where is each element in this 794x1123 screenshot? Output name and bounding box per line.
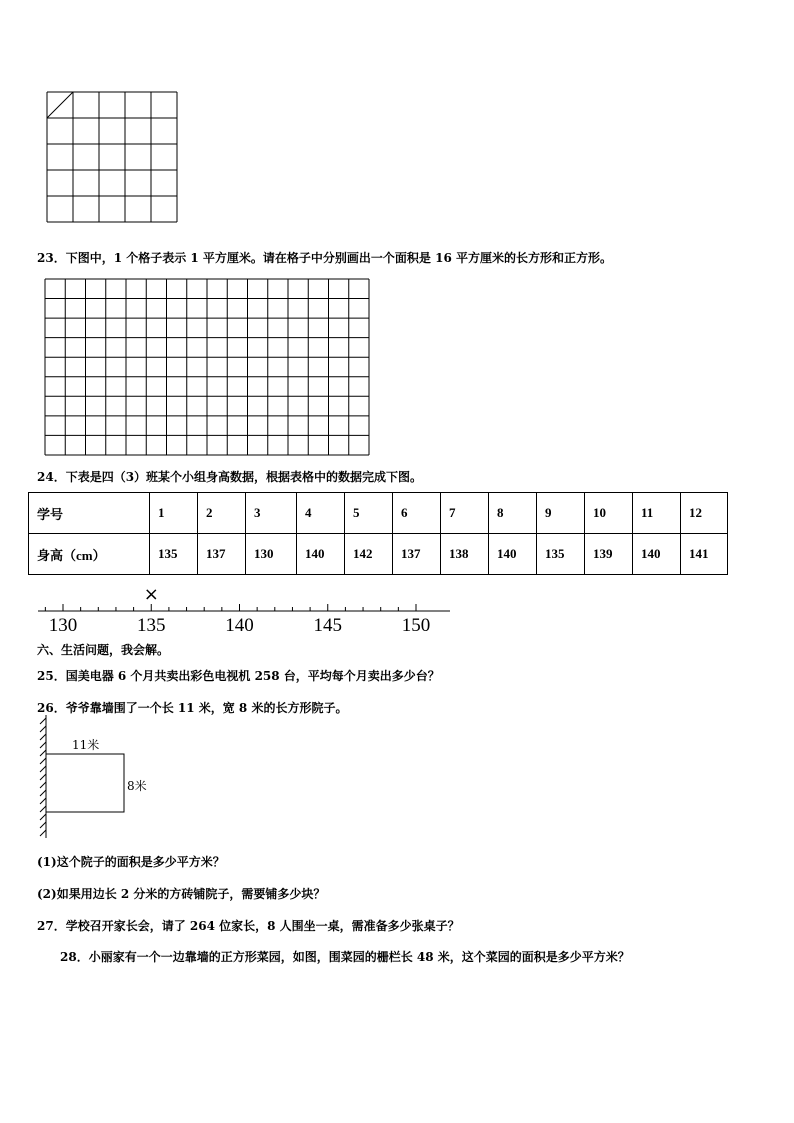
cross-mark: × — [143, 584, 159, 605]
wall-hatch — [40, 790, 46, 796]
question-27: 27．学校召开家长会，请了 264 位家长，8 人围坐一桌，需准备多少张桌子？ — [37, 919, 460, 933]
student-id-cell: 8 — [489, 493, 537, 534]
student-id-cell: 2 — [198, 493, 246, 534]
wall-hatch — [40, 814, 46, 820]
question-25: 25．国美电器 6 个月共卖出彩色电视机 258 台，平均每个月卖出多少台？ — [37, 669, 440, 683]
height-cell: 140 — [633, 534, 681, 575]
wall-hatch — [40, 806, 46, 812]
height-cell: 140 — [297, 534, 345, 575]
student-id-cell: 4 — [297, 493, 345, 534]
width-label: 8米 — [127, 779, 147, 793]
question-28: 28．小丽家有一个一边靠墙的正方形菜园，如图，围菜园的栅栏长 48 米，这个菜园的面积是多少平方米？ — [60, 950, 630, 964]
question-26-part-2: (2)如果用边长 2 分米的方砖铺院子，需要铺多少块？ — [37, 887, 326, 901]
wall-hatch — [40, 822, 46, 828]
number-line-label: 150 — [401, 615, 431, 636]
number-line-label: 135 — [137, 615, 166, 636]
question-24: 24．下表是四（3）班某个小组身高数据，根据表格中的数据完成下图。 — [37, 470, 423, 484]
height-table — [28, 492, 728, 575]
question-26: 26．爷爷靠墙围了一个长 11 米，宽 8 米的长方形院子。 — [37, 701, 348, 715]
student-id-cell: 10 — [585, 493, 633, 534]
row-label: 身高（cm） — [29, 534, 150, 575]
wall-hatch — [40, 798, 46, 804]
height-cell: 135 — [150, 534, 198, 575]
height-cell: 137 — [393, 534, 441, 575]
student-id-cell: 9 — [537, 493, 585, 534]
student-id-cell: 6 — [393, 493, 441, 534]
height-cell: 135 — [537, 534, 585, 575]
grid-1-diagonal — [47, 92, 73, 118]
wall-hatch — [40, 774, 46, 780]
student-id-cell: 5 — [345, 493, 393, 534]
height-cell: 141 — [681, 534, 728, 575]
height-cell: 142 — [345, 534, 393, 575]
student-id-cell: 7 — [441, 493, 489, 534]
student-id-cell: 1 — [150, 493, 198, 534]
wall-hatch — [40, 830, 46, 836]
height-cell: 130 — [246, 534, 297, 575]
question-23: 23．下图中，1 个格子表示 1 平方厘米。请在格子中分别画出一个面积是 16 平方厘米的长方形和正方形。 — [37, 251, 612, 265]
wall-hatch — [40, 734, 46, 740]
number-line-label: 130 — [48, 615, 78, 636]
number-line-label: 145 — [313, 615, 342, 636]
height-cell: 140 — [489, 534, 537, 575]
table-row — [29, 534, 728, 575]
number-line-label: 140 — [225, 615, 254, 636]
length-label: 11米 — [72, 738, 100, 752]
student-id-cell: 11 — [633, 493, 681, 534]
yard-rectangle — [46, 754, 124, 812]
student-id-cell: 12 — [681, 493, 728, 534]
wall-hatch — [40, 782, 46, 788]
student-id-cell: 3 — [246, 493, 297, 534]
height-cell: 139 — [585, 534, 633, 575]
section-6-title: 六、生活问题，我会解。 — [37, 643, 170, 657]
wall-hatch — [40, 718, 46, 724]
question-26-part-1: (1)这个院子的面积是多少平方米？ — [37, 855, 225, 869]
wall-hatch — [40, 742, 46, 748]
wall-hatch — [40, 766, 46, 772]
wall-hatch — [40, 726, 46, 732]
wall-hatch — [40, 750, 46, 756]
height-cell: 137 — [198, 534, 246, 575]
table-row — [29, 493, 728, 534]
wall-hatch — [40, 758, 46, 764]
height-cell: 138 — [441, 534, 489, 575]
row-label: 学号 — [29, 493, 150, 534]
